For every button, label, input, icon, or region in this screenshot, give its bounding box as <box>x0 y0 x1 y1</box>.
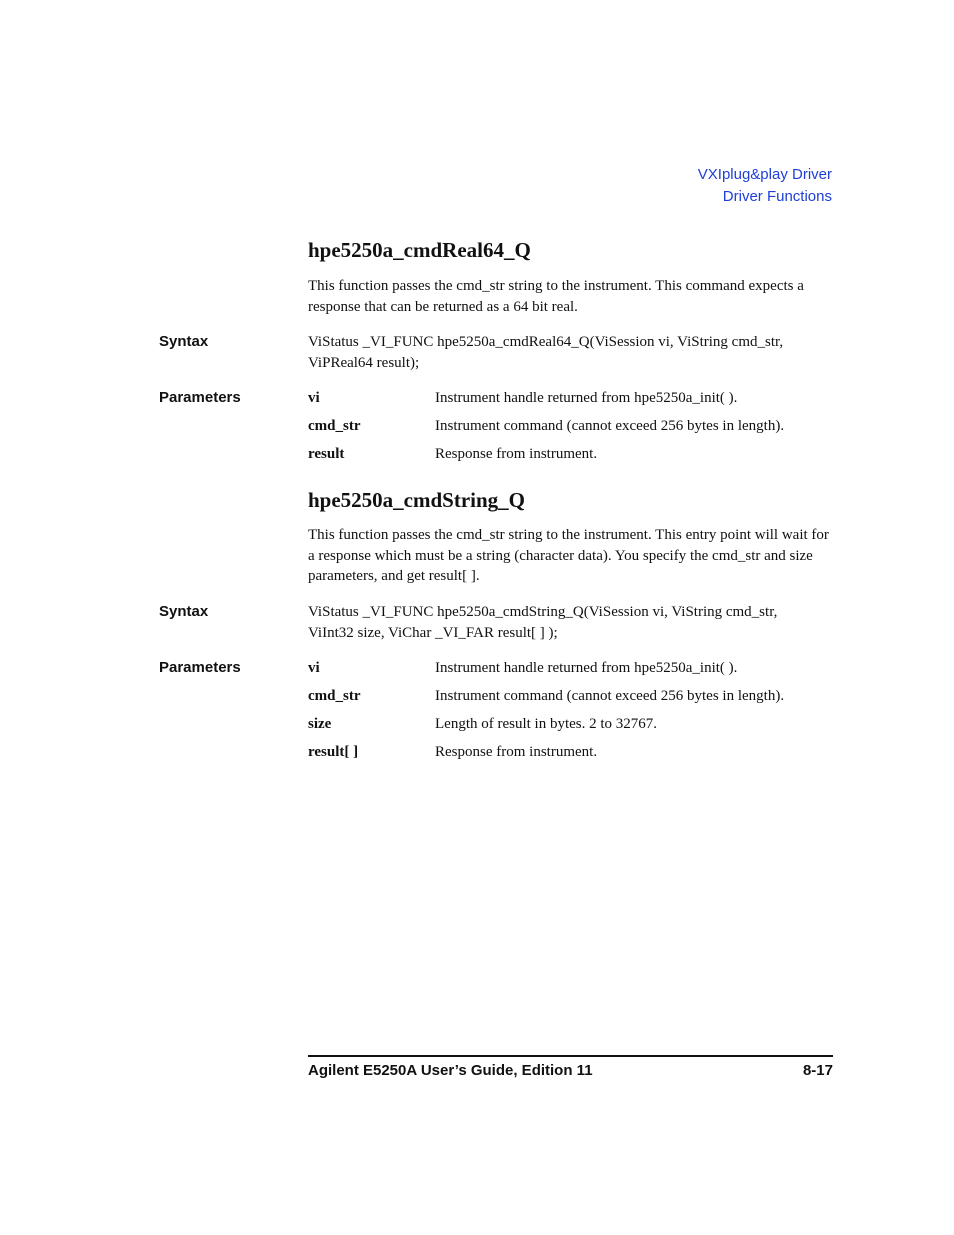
parameter-description: Response from instrument. <box>435 446 598 462</box>
syntax-code-cmdstring <box>308 602 832 643</box>
function-description-cmdreal64: This function passes the cmd_str string to the instrument. This command expects a response that can be returned as a 64 bit real. <box>308 278 804 315</box>
parameter-description: Response from instrument. <box>435 744 598 760</box>
syntax-line: ViStatus _VI_FUNC hpe5250a_cmdReal64_Q(ViSession vi, ViString cmd_str, <box>308 334 784 350</box>
syntax-code-cmdreal64 <box>308 332 832 373</box>
syntax-line: ViInt32 size, ViChar _VI_FAR result[ ] ); <box>308 624 558 641</box>
parameter-row <box>308 686 832 706</box>
header-section-title: Driver Functions <box>722 188 832 205</box>
parameter-row <box>308 658 832 678</box>
function-description-cmdstring: This function passes the cmd_str string to the instrument. This entry point will wait for a response which must be a string (character data). You specify the cmd_str and size parameters, and get result[ ]. <box>308 527 829 584</box>
running-header <box>698 164 832 208</box>
function-title-cmdstring: hpe5250a_cmdString_Q <box>308 488 526 512</box>
parameter-row <box>308 388 832 408</box>
page-number: 8-17 <box>802 1062 833 1079</box>
page-footer <box>308 1062 833 1084</box>
parameter-description: Instrument command (cannot exceed 256 bytes in length). <box>435 418 785 434</box>
syntax-line: ViPReal64 result); <box>308 354 420 371</box>
parameter-name: cmd_str <box>308 418 361 434</box>
parameter-description: Instrument command (cannot exceed 256 bytes in length). <box>435 688 785 704</box>
header-chapter-title: VXIplug&play Driver <box>697 166 832 183</box>
parameter-name: result[ ] <box>308 744 359 760</box>
parameter-name: vi <box>308 660 320 676</box>
syntax-line: ViStatus _VI_FUNC hpe5250a_cmdString_Q(ViSession vi, ViString cmd_str, <box>308 604 778 620</box>
parameter-description: Instrument handle returned from hpe5250a_init( ). <box>435 660 738 676</box>
function-title-cmdreal64: hpe5250a_cmdReal64_Q <box>308 238 531 262</box>
parameter-name: vi <box>308 390 320 406</box>
parameter-name: size <box>308 716 332 732</box>
parameter-row <box>308 444 832 464</box>
parameters-label: Parameters <box>159 389 241 406</box>
footer-book-title: Agilent E5250A User’s Guide, Edition 11 <box>308 1062 593 1079</box>
parameter-row <box>308 416 832 436</box>
parameter-row <box>308 714 832 734</box>
parameters-label: Parameters <box>159 659 241 676</box>
parameter-row <box>308 742 832 762</box>
parameter-name: cmd_str <box>308 688 361 704</box>
parameter-description: Instrument handle returned from hpe5250a_init( ). <box>435 390 738 406</box>
footer-divider <box>308 1055 833 1057</box>
parameter-name: result <box>308 446 345 462</box>
parameter-description: Length of result in bytes. 2 to 32767. <box>435 716 658 732</box>
syntax-label: Syntax <box>159 333 209 350</box>
syntax-label: Syntax <box>159 603 209 620</box>
